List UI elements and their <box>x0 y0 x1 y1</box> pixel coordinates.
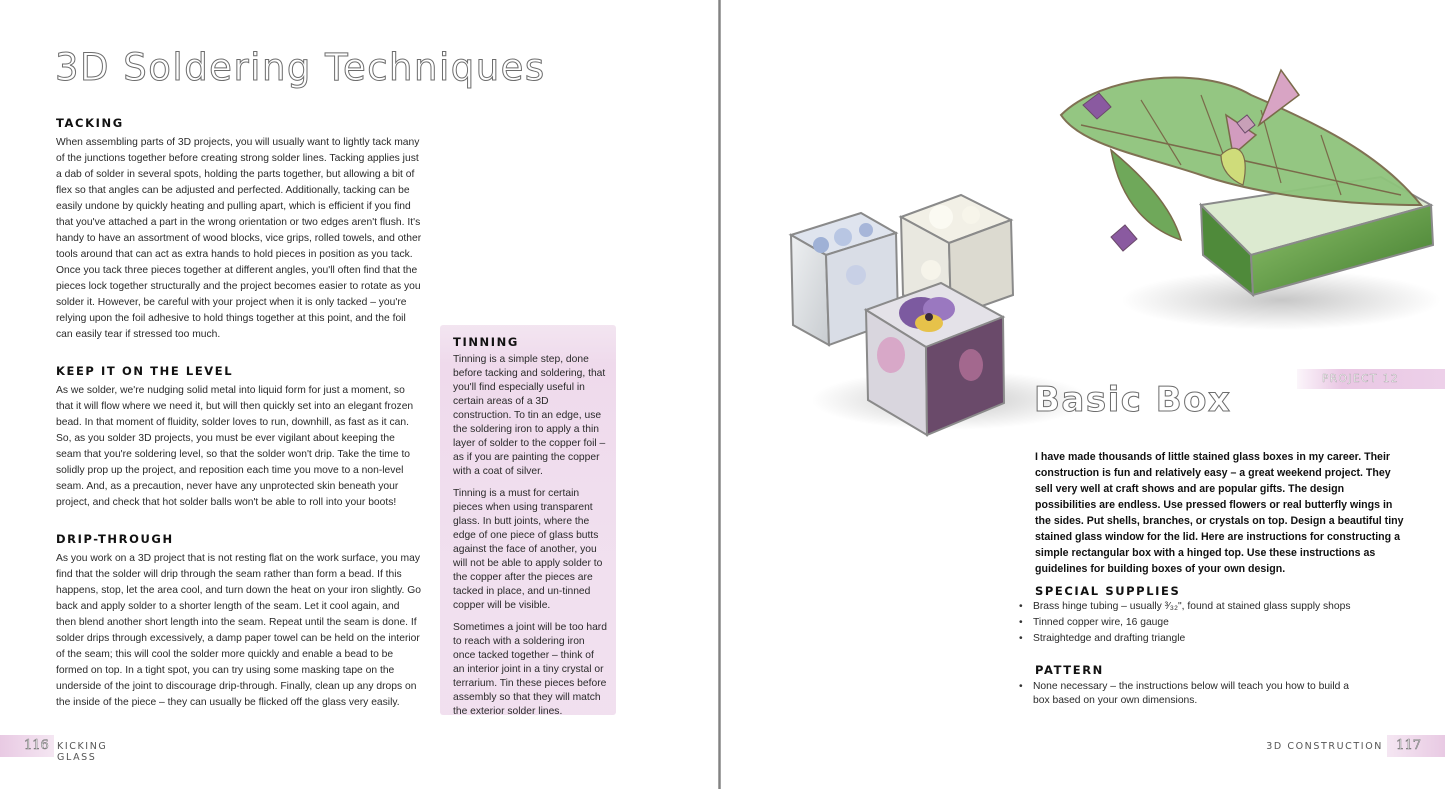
section-heading-level: KEEP IT ON THE LEVEL <box>56 364 234 378</box>
section-text-drip-through: As you work on a 3D project that is not resting flat on the work surface, you may find that the solder will drip through the seam rather than form a bead. If this happens, stop, let the area cool, and turn down the heat on your iron slightly. Go back and apply solder to a shorter length of the seam. Let it cool again, and then blend another short length into the seam. Repeat until the seam is done. If solder drips through excessively, a damp paper towel can be held on the interior of the seam; this will cool the solder more quickly and enable a bead to be formed on top. In a tight spot, you can try using some masking tape on the underside of the joint to discourage drip-through. Finally, clean up any drops on the inside of the piece – they can usually be flicked off the glass very easily. <box>56 553 422 708</box>
sidebar-paragraph: Tinning is a simple step, done before tacking and soldering, that you'll find especially useful in certain areas of a 3D construction. To tin an edge, use the soldering iron to apply a thin layer of solder to the copper foil – as if you are painting the copper with a coat of silver. <box>453 354 606 477</box>
right-footer <box>1245 735 1445 757</box>
right-page <box>721 0 1445 789</box>
project-tag <box>1297 369 1445 389</box>
list-item: • Straightedge and drafting triangle <box>1019 631 1399 647</box>
page-title: 3D Soldering Techniques <box>55 46 546 89</box>
running-head: KICKING GLASS <box>57 741 108 763</box>
sidebar-paragraph: Tinning is a must for certain pieces when using transparent glass. In butt joints, where the edge of one piece of glass butts against the face of another, you will not be able to apply solder to the copper after the pieces are tacked in place, and un-tinned copper will be visible. <box>453 488 603 611</box>
leaf-lid-box <box>1061 70 1433 295</box>
pattern-heading: PATTERN <box>1035 663 1104 677</box>
page-number: 116 <box>24 738 49 753</box>
section-text-tacking: When assembling parts of 3D projects, you will usually want to lightly tack many of the junctions together before creating strong solder lines. Tacking applies just a dab of solder in several spots, holding the parts together, but allowing a bit of flex so that angles can be adjusted and perfected. Additionally, tacking can be easily undone by quickly heating and pulling apart, which is efficient if you find that you've attached a part in the wrong orientation or two edges aren't flush. It's handy to have an assortment of wood blocks, vice grips, rolled towels, and other tools around that can act as extra hands to hold pieces in position as you tack. Once you tack three pieces together at different angles, you'll often find that the pieces lock together structurally and the project becomes easier to rotate as you solder it. However, be careful with your project when it is only tacked – you're relying upon the foil adhesive to hold things together at this point, and the foil can easily tear if stressed too much. <box>56 137 422 340</box>
left-page <box>0 0 718 789</box>
running-head: 3D CONSTRUCTION <box>1266 741 1383 752</box>
project-intro: I have made thousands of little stained glass boxes in my career. Their construction is fun and relatively easy – a great weekend project. They sell very well at craft shows and are popular gifts. The design possibilities are endless. Use pressed flowers or real butterfly wings in the sides. Put shells, branches, or crystals on top. Design a beautiful tiny stained glass window for the lid. Here are instructions for constructing a simple rectangular box with a hinged top. Use these instructions as guidelines for building boxes of your own design. <box>1035 451 1404 575</box>
sidebar-paragraph: Sometimes a joint will be too hard to reach with a soldering iron once tacked together – think of an interior joint in a tiny crystal or terrarium. Tin these pieces before assembly so that they will match the exterior solder lines. <box>453 622 607 717</box>
project-title: Basic Box <box>1034 380 1232 420</box>
list-item: • Tinned copper wire, 16 gauge <box>1019 615 1399 631</box>
project-tag-label: PROJECT 12 <box>1322 373 1400 385</box>
section-text-level: As we solder, we're nudging solid metal into liquid form for just a moment, so that it will flow where we need it, but will then quickly set into an elegant frozen bead. In that moment of fluidity, solder loves to run, downhill, as fast as it can. So, as you solder 3D projects, you must be ever vigilant about keeping the seam that you're soldering level, so that the solder won't drip. Take the time to solidly prop up the project, and reposition each time you move to a non-level seam. And, as a precaution, never have any unprotected skin beneath your project, and check that hot solder balls won't be able to roll into your boots! <box>56 385 414 508</box>
left-footer <box>0 735 150 763</box>
special-supplies-list <box>1019 599 1399 647</box>
list-item: • Brass hinge tubing – usually ³⁄₃₂", found at stained glass supply shops <box>1019 599 1399 615</box>
section-heading-tacking: TACKING <box>56 116 124 130</box>
pansy-box <box>866 283 1004 435</box>
special-supplies-heading: SPECIAL SUPPLIES <box>1035 584 1181 598</box>
section-heading-drip-through: DRIP-THROUGH <box>56 532 174 546</box>
page-number: 117 <box>1396 738 1421 753</box>
sidebar-heading: TINNING <box>453 335 519 349</box>
pattern-list <box>1019 680 1359 707</box>
list-item: • None necessary – the instructions below will teach you how to build a box based on your own dimensions. <box>1019 680 1359 707</box>
tinning-sidebar <box>440 325 616 715</box>
